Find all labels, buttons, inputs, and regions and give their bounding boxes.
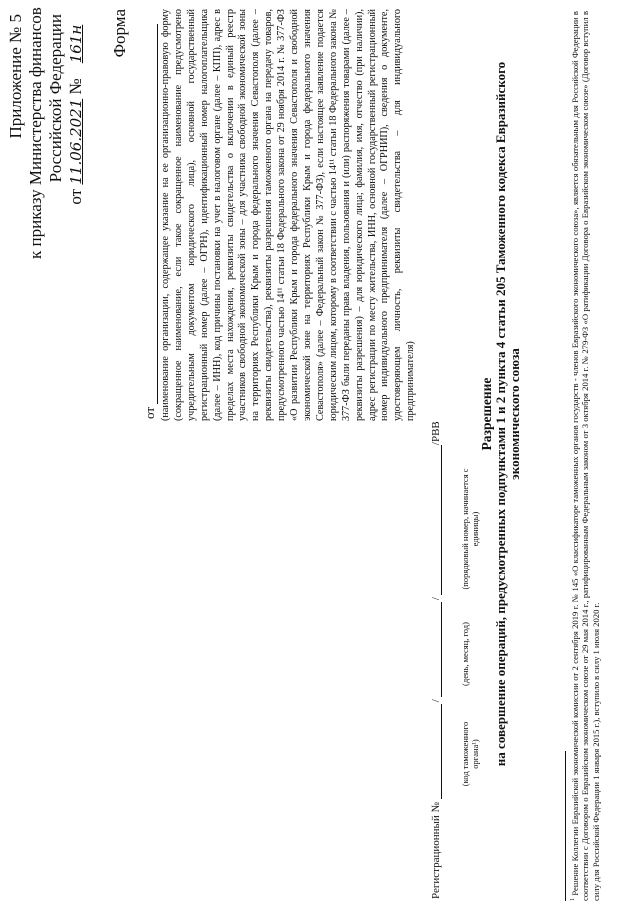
footnote-divider <box>565 751 566 901</box>
order-date-label: от <box>66 188 85 205</box>
title-subtitle-end: экономического союза <box>507 348 522 480</box>
registration-separator-2: / <box>430 597 442 601</box>
applicant-name-field <box>145 24 158 404</box>
order-date-line <box>66 14 86 259</box>
order-reference: к приказу Министерства финансов <box>26 7 45 259</box>
title-main: Разрешение <box>479 377 494 451</box>
appendix-header <box>6 7 86 259</box>
registration-separator-1: / <box>430 699 442 703</box>
title-subtitle: на совершение операций, предусмотренных подпунктами 1 и 2 пункта 4 статьи 205 Таможенного кодекса Евразийского <box>493 61 508 767</box>
applicant-field-instructions: (наименование организации, содержащее указание на ее организационно-правовую форму (сокращенное наименование, если такое сокращенное наименование предусмотрено учредительным документом юридического лица), основной государственный регистрационный номер (далее – ОГРН), идентификационный номер налогоплательщика (далее – ИНН), код причины постановки на учет в налоговом органе (далее – КПП), адрес в пределах места нахождения, реквизиты свидетельства о включении в единый реестр участников свободной экономической зоны – для участника свободной экономической зоны на территориях Республики Крым и города федерального значения Севастополя (далее – реквизиты свидетельства), реквизиты разрешения таможенного органа на передачу товаров, предусмотренного частью 14¹¹ статьи 18 Федерального закона от 29 ноября 2014 г. № 377-ФЗ «О развитии Республики Крым и города федерального значения Севастополя и свободной экономической зоне на территориях Республики Крым и города федерального значения Севастополя» (далее – Федеральный закон № 377-ФЗ), если настоящее заявление подается юридическим лицом, которому в соответствии с частью 14¹¹ статьи 18 Федерального закона № 377-ФЗ были переданы права владения, пользования и (или) распоряжения товарами (далее – реквизиты разрешения) – для юридического лица; фамилия, имя, отчество (при наличии), адрес регистрации по месту жительства, ИНН, основной государственный регистрационный номер индивидуального предпринимателя (далее – ОГРНИП), сведения о документе, удостоверяющем личность, реквизиты свидетельства – для индивидуального предпринимателя) <box>160 9 417 421</box>
footnote-mark: 1 <box>570 898 576 901</box>
document-title <box>480 4 522 824</box>
registration-number-label: Регистрационный № <box>430 801 442 899</box>
order-number-value: 161н <box>67 24 85 64</box>
applicant-from-line <box>142 24 158 419</box>
customs-code-hint: (код таможенного органа¹) <box>460 721 480 787</box>
federation-line: Российской Федерации <box>46 14 65 183</box>
order-date-value: 11.06.2021 <box>67 98 85 185</box>
footnote-text: Решение Коллегии Евразийской экономической комиссии от 2 сентября 2019 г. № 145 «О классификаторе таможенных органов государств - членов Евразийского экономического союза», является обязательным для Российской Федерации в соответствии с Договором о Евразийском экономическом союзе от 29 мая 2014 г., ратифицированным Федеральным законом от 3 октября 2014 г. № 279-ФЗ «О ратификации Договора о Евразийском экономическом союзе» (Договор вступил в силу для Российской Федерации 1 января 2015 г.), вступило в силу 1 июля 2020 г. <box>569 11 601 901</box>
customs-code-field <box>430 704 442 799</box>
sequence-number-hint: (порядковый номер, начинается с единицы) <box>460 468 480 590</box>
sequence-number-field <box>430 445 442 595</box>
registration-suffix: /РВВ <box>430 421 442 446</box>
appendix-number: Приложение № 5 <box>6 14 25 139</box>
order-number-label: № <box>66 78 85 95</box>
date-hint: (день, месяц, год) <box>460 622 470 686</box>
date-field <box>430 602 442 697</box>
footnote <box>568 11 601 901</box>
applicant-from-label: от <box>142 406 157 419</box>
form-label: Форма <box>110 9 129 58</box>
registration-number-line <box>430 421 442 899</box>
